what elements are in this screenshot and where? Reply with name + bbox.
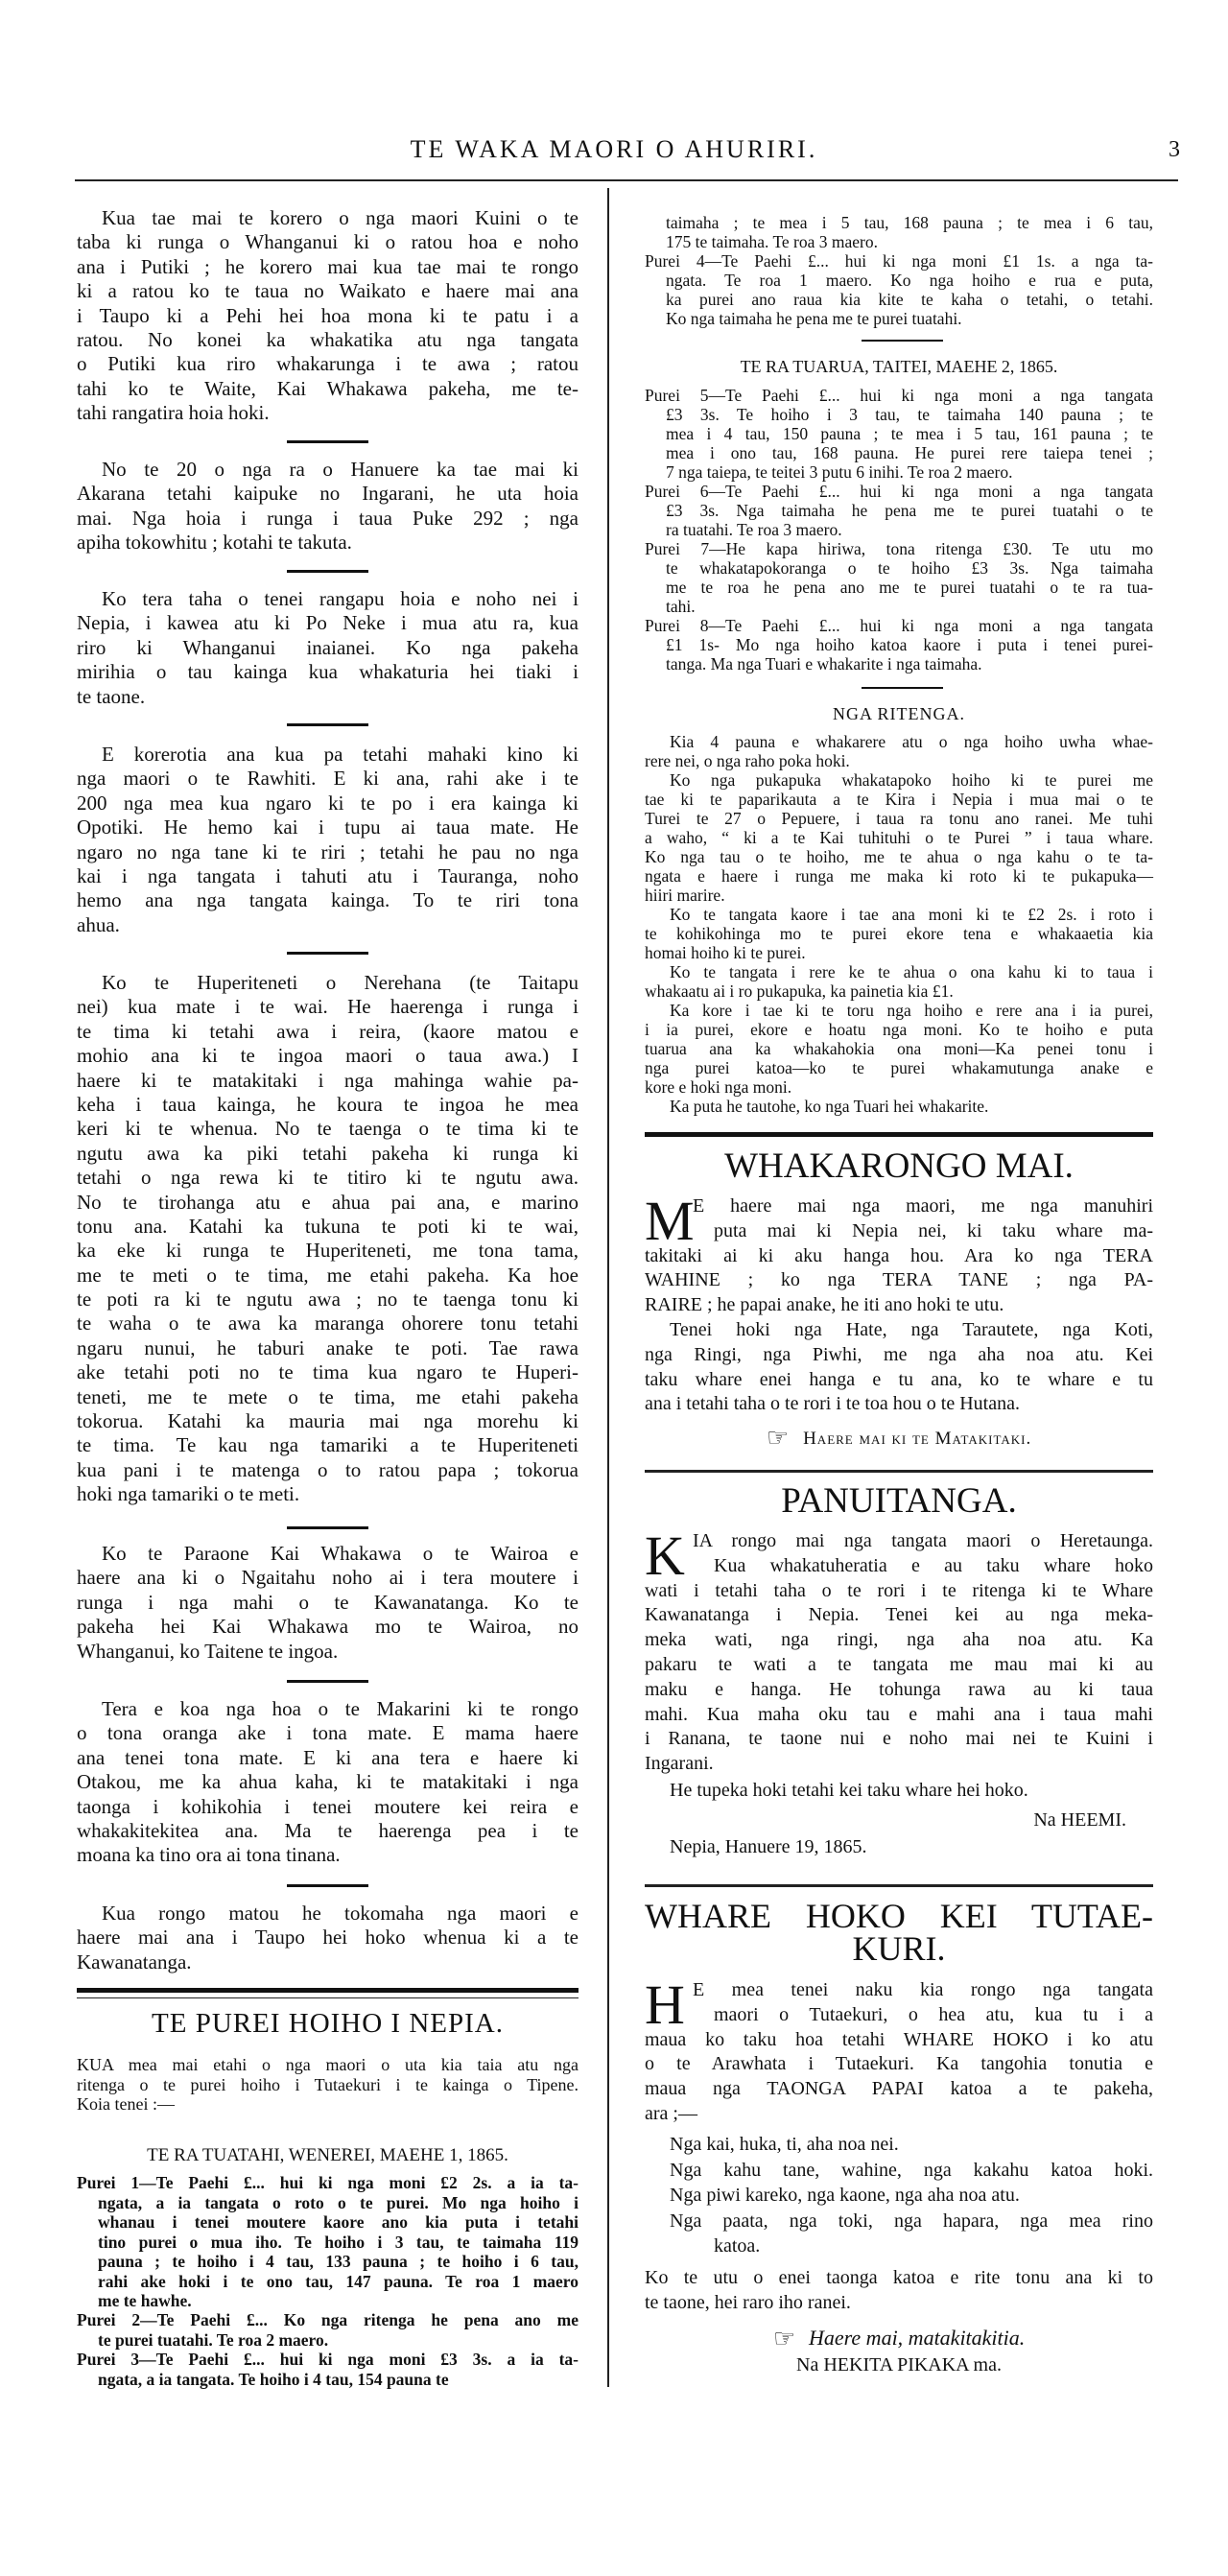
text-line: i Ranana, te taone nui e noho mai nei te Kuini i (645, 1728, 1153, 1750)
text-line: Otakou, me ka ahua kaha, ki te matakitaki i nga (77, 1770, 579, 1794)
text-line: meka wati, nga ringi, nga aha noa atu. Ka (645, 1629, 1153, 1651)
text-line: riro ki Whanganui inaianei. Ko nga pakeha (77, 635, 579, 659)
text-line: nga maori o te Rawhiti. E ki ana, rahi ake i te (77, 767, 579, 791)
ad-heading-whare-hoko (645, 1897, 1153, 1968)
text-line: haere ana ki o Ngaitahu noho ai i tera moutere i (77, 1566, 579, 1590)
text-line: maori o Tutaekuri, o hea atu, kua tu i a (714, 2003, 1153, 2025)
race-heading: TE PUREI HOIHO I NEPIA. (152, 2008, 504, 2039)
separator (862, 687, 943, 689)
text-line: Kawanatanga. (77, 1950, 192, 1973)
text-line: tetahi o nga rewa ki te titiro ki te ngutu awa. (77, 1166, 579, 1190)
text-line: a waho, “ ki a te Kai tuhituhi o te Purei ” i taua whare. (645, 828, 1153, 847)
news-paragraph-kuini (77, 206, 579, 426)
text-line: pauna ; te hoiho i 4 tau, 133 pauna ; te hoiho i 6 tau, (98, 2252, 579, 2271)
text-line: taimaha ; te mea i 5 tau, 168 pauna ; te mea i 6 tau, (666, 213, 1153, 232)
text-line: Nga paata, nga toki, nga hapara, nga mea rino (670, 2210, 1153, 2232)
separator (287, 952, 368, 955)
text-line: ana i Putiki ; he korero mai kua tae mai te rongo (77, 254, 579, 278)
text-line: Whanganui, ko Taitene te ingoa. (77, 1639, 339, 1663)
text-line: pakaru te wati a te tangata me mau mai ki au (645, 1653, 1153, 1675)
text-line: Ko te Huperiteneti o Nerehana (te Taitapu (102, 971, 579, 994)
race-entry-3-continued (645, 213, 1153, 251)
masthead-title: TE WAKA MAORI O AHURIRI. (410, 135, 818, 163)
text-line: Ko te Paraone Kai Whakawa o te Wairoa e (102, 1542, 579, 1565)
text-line: mea i ono tau, 168 pauna. He purei rere taiepa tenei ; (666, 443, 1153, 462)
text-line: te kohikohinga mo te purei ekore tena e whakaaetia kia (645, 924, 1153, 943)
text-line: keri ki te whenua. No te taenga o te tima ki te (77, 1117, 579, 1141)
text-line: hoki nga tamariki o te meti. (77, 1482, 300, 1506)
separator (287, 440, 368, 443)
text-line: me te hawhe. (98, 2291, 192, 2310)
text-line: tokorua. Katahi ka mauria mai nga morehu ki (77, 1409, 579, 1433)
ad-paragraph (645, 1318, 1153, 1417)
text-line: teneti, me te mete o te tima, me etahi pakeha (77, 1384, 579, 1408)
text-line: Kua tae mai te korero o nga maori Kuini o te (102, 206, 579, 229)
heading-line: WHARE HOKO KEI TUTAE- (645, 1897, 1153, 1935)
text-line: £3 3s. Nga taimaha he pena me te purei tuatahi o te (666, 501, 1153, 520)
text-line: WAHINE ; ko nga TERA TANE ; nga PA- (645, 1269, 1153, 1291)
race-entry-8 (645, 616, 1153, 674)
separator (287, 1884, 368, 1887)
text-line: Purei 7—He kapa hiriwa, tona ritenga £30. Te utu mo (645, 539, 1153, 558)
text-line: haere mai ana i Taupo hei hoko whenua ki a te (77, 1926, 579, 1950)
text-line: ngata, a ia tangata. Te hoiho i 4 tau, 154 pauna te (98, 2369, 449, 2389)
race-entry-1 (77, 2173, 579, 2311)
text-line: homai hoiho ki te purei. (645, 943, 806, 962)
news-paragraph-mahaki (77, 743, 579, 937)
text-line: katoa. (714, 2235, 761, 2257)
text-line: o Putiki kua riro whakarunga i te awa ; ratou (77, 352, 579, 376)
race-entry-5 (645, 386, 1153, 482)
pointing-hand-icon: ☞ (772, 2325, 796, 2353)
text-line: te waha o te awa ka maranga ohorere tonu tetahi (77, 1312, 579, 1335)
text-line: E haere mai nga maori, me nga manuhiri (693, 1195, 1153, 1217)
text-line: apiha tokowhitu ; kotahi te takuta. (77, 531, 352, 555)
text-line: E mea tenei naku kia rongo nga tangata (693, 1979, 1153, 2000)
text-line: Ko nga taimaha he pena me te purei tuatahi. (666, 309, 962, 328)
text-line: maua ko taku hoa tetahi WHARE HOKO i ko atu (645, 2028, 1153, 2050)
text-line: whakaatu ai i ro pukapuka, ka painetia kia £1. (645, 981, 954, 1001)
separator (287, 723, 368, 726)
text-line: Kua rongo matou he tokomaha nga maori e (102, 1902, 579, 1925)
text-line: 200 nga mea kua ngaro ki te po i era kainga ki (77, 791, 579, 815)
text-line: £3 3s. Te hoiho i 3 tau, te taimaha 140 pauna ; te (666, 405, 1153, 424)
text-line: te purei tuatahi. Te roa 2 maero. (98, 2329, 329, 2350)
header-rule (75, 179, 1178, 181)
text-line: wati i tetahi taha o te rori i te ritenga ki te Whare (645, 1579, 1153, 1601)
text-line: nga Ringi, nga Piwhi, me nga aha noa atu. Kei (645, 1343, 1153, 1365)
rule-item (645, 770, 1153, 905)
text-line: o te Arawhata i Tutaekuri. Ka tangohia tonutia e (645, 2053, 1153, 2075)
text-line: tahi ko te Waite, Kai Whakawa pakeha, me te- (77, 376, 579, 400)
separator (287, 1680, 368, 1683)
text-line: ka eke ki runga te Huperiteneti, me tona tama, (77, 1239, 579, 1263)
text-line: Purei 1—Te Paehi £... hui ki nga moni £2 2s. a ia ta- (77, 2173, 579, 2192)
text-line: mai. Nga hoia i runga i taua Puke 292 ; nga (77, 506, 579, 530)
news-paragraph-paraone (77, 1542, 579, 1664)
text-line: ra tuatahi. Te roa 3 maero. (666, 520, 842, 539)
text-line: Purei 2—Te Paehi £... Ko nga ritenga he pena ano me (77, 2310, 579, 2329)
text-line: nei) kua mate i te wai. He haerenga i runga i (77, 995, 579, 1019)
text-line: ara ;— (645, 2102, 697, 2124)
race-entry-2 (77, 2310, 579, 2350)
text-line: Ko te utu o enei taonga katoa e rite tonu ana ki to (645, 2267, 1153, 2288)
rule-item (645, 962, 1153, 1001)
text-line: Ko te tangata i rere ke te ahua o ona kahu ki to taua i (670, 962, 1153, 981)
section-rule (645, 1470, 1153, 1473)
text-line: hemo ana nga tangata kainga. To te riri tona (77, 888, 579, 912)
text-line: ratou. No konei ka whakatika atu nga tangata (77, 327, 579, 351)
text-line: maku e hanga. He tohunga rawa au ki taua (645, 1678, 1153, 1700)
text-line: me te meti o te tima, me etahi pakeha. Ka hoe (77, 1263, 579, 1287)
text-line: whanau i tenei moutere kaore ano kia puta i tetahi (98, 2212, 579, 2232)
text-line: mohio ana ki te ingoa maori o taua awa.) I (77, 1044, 579, 1068)
section-rule (645, 1884, 1153, 1887)
text-line: taba ki runga o Whanganui ki o ratou hoa e noho (77, 230, 579, 254)
drop-cap: K (645, 1524, 685, 1587)
text-line: ngutu awa ka piki tetahi pakeha ki runga ki (77, 1141, 579, 1165)
separator (287, 570, 368, 573)
text-line: te taone, hei raro iho ranei. (645, 2291, 851, 2313)
text-line: hiiri marire. (645, 886, 725, 905)
text-line: Purei 4—Te Paehi £... hui ki nga moni £1 1s. a nga ta- (645, 251, 1153, 271)
news-paragraph-hoia (77, 587, 579, 709)
race-intro (77, 2055, 579, 2115)
text-line: ngata. Te roa 1 maero. Ko nga hoiho e rua e puta, (666, 271, 1153, 290)
text-line: RAIRE ; he papai anake, he iti ano hoki te utu. (645, 1294, 1004, 1316)
text-line: ngaro no nga tane ki te riri ; tetahi he pau no nga (77, 839, 579, 863)
text-line: nga purei katoa—ko te purei whakamutunga anake e (645, 1058, 1153, 1077)
text-line: Koia tenei :— (77, 2094, 175, 2114)
text-line: ngaru nunui, he taburi anake te poti. Tae rawa (77, 1335, 579, 1359)
text-line: runga i nga mahi o te Kawanatanga. Ko te (77, 1590, 579, 1614)
text-line: kua pani i te matenga o to ratou papa ; tokorua (77, 1457, 579, 1481)
ad-heading-whakarongo: WHAKARONGO MAI. (724, 1146, 1074, 1186)
text-line: i Taupo ki a Pehi hei hoa mona ki te patu i a (77, 303, 579, 327)
text-line: £1 1s- Mo nga hoiho katoa kaore i puta i tenei purei- (666, 635, 1153, 654)
text-line: mirihia o tau kainga kua whakaturia hei tiaki i (77, 660, 579, 684)
drop-cap: H (645, 1973, 685, 2036)
ad-heading-panuitanga: PANUITANGA. (781, 1481, 1017, 1521)
text-line: Ko nga pukapuka whakatapoko hoiho ki te purei me (670, 770, 1153, 790)
rules-list (645, 732, 1153, 1116)
ad-footer-whare-hoko (645, 2325, 1153, 2353)
race-day1-heading: TE RA TUATAHI, WENEREI, MAEHE 1, 1865. (147, 2145, 508, 2165)
ad-paragraph (645, 1524, 1153, 1777)
text-line: me te roa he pena ano me te purei tuatahi o te ra tua- (666, 578, 1153, 597)
text-line: taku whare enei hanga e tu ana, ko te whare e tu (645, 1368, 1153, 1390)
text-line: keha i taua kainga, he koura te ingoa he mea (77, 1092, 579, 1116)
separator (287, 1526, 368, 1529)
race-entry-6 (645, 482, 1153, 539)
text-line: te poti ra ki te ngutu awa ; no te taenga tonu ki (77, 1288, 579, 1312)
separator (862, 340, 943, 342)
text-line: moana ka tino ora ai tona tinana. (77, 1843, 341, 1867)
text-line: rere nei, o nga raho poka hoki. (645, 751, 850, 770)
text-line: tonu ana. Katahi ka tukuna te poti ki te wai, (77, 1214, 579, 1238)
rule-item (645, 1097, 1153, 1116)
text-line: tino purei o mua iho. Te hoiho i 3 tau, te taimaha 119 (98, 2232, 579, 2252)
section-rule (77, 1988, 579, 1993)
race-entry-3 (77, 2350, 579, 2389)
text-line: 175 te taimaha. Te roa 3 maero. (666, 232, 879, 251)
text-line: Purei 5—Te Paehi £... hui ki nga moni a nga tangata (645, 386, 1153, 405)
rule-item (645, 1001, 1153, 1097)
text-line: maua nga TAONGA PAPAI katoa a te pakeha, (645, 2078, 1153, 2100)
ad-body-panuitanga (645, 1524, 1153, 1777)
text-line: whakakitekitea ana. Ma te haerenga pea i te (77, 1818, 579, 1842)
news-paragraph-huperiteneti (77, 971, 579, 1507)
text-line: Purei 3—Te Paehi £... hui ki nga moni £3 3s. a ia ta- (77, 2350, 579, 2369)
ad-body-whare-hoko (645, 1973, 1153, 2127)
news-paragraph-taupo (77, 1902, 579, 1974)
text-line: o tona oranga ake i tona mate. E mama haere (77, 1721, 579, 1745)
text-line: ana i tetahi taha o te rori i te toa hou o te Hutana. (645, 1393, 1020, 1415)
text-line: Tenei hoki nga Hate, nga Tarautete, nga Koti, (670, 1319, 1153, 1340)
race-day2-heading: TE RA TUARUA, TAITEI, MAEHE 2, 1865. (740, 357, 1058, 376)
text-line: Ko nga tau o te hoiho, me te ahua o nga kahu o te ta- (645, 847, 1153, 866)
text-line: mea i 4 tau, 150 pauna ; te mea i 5 tau, 161 pauna ; te (666, 424, 1153, 443)
rules-heading: NGA RITENGA. (833, 704, 965, 723)
text-line: Akarana tetahi kaipuke no Ingarani, he uta hoia (77, 482, 579, 506)
text-line: KUA mea mai etahi o nga maori o uta kia taia atu nga (77, 2055, 579, 2074)
news-paragraph-kaipuke (77, 458, 579, 555)
text-line: 7 nga taiepa, te teitei 3 putu 6 inihi. Te roa 2 maero. (666, 462, 1013, 482)
text-line: haere ki te matakitaki i nga mahinga wahie pa- (77, 1068, 579, 1092)
text-line: Opotiki. He hemo kai i tupu ai taua mate. He (77, 815, 579, 839)
text-line: Nepia, i kawea atu ki Po Neke i mua atu ra, kua (77, 611, 579, 635)
text-line: Tera e koa nga hoa o te Makarini ki te rongo (102, 1697, 579, 1720)
ad-signature: Na HEKITA PIKAKA ma. (796, 2354, 1002, 2375)
text-line: ka purei ano raua kia kite te kaha o tetahi, o tetahi. (666, 290, 1153, 309)
text-line: pakeha hei Kai Whakawa mo te Wairoa, no (77, 1615, 579, 1639)
pointing-hand-icon: ☞ (766, 1424, 791, 1453)
text-line: Nga kahu tane, wahine, nga kakahu katoa hoki. (670, 2159, 1153, 2181)
ad-paragraph (645, 1190, 1153, 1318)
text-line: ki a ratou ko te taua no Waikato e haere mai ana (77, 279, 579, 303)
page-number: 3 (1169, 137, 1180, 162)
text-line: Purei 8—Te Paehi £... hui ki nga moni a nga tangata (645, 616, 1153, 635)
text-line: tahi. (666, 597, 696, 616)
ad-dateline: Nepia, Hanuere 19, 1865. (670, 1836, 867, 1857)
text-line: kai i nga tangata i tahuti atu i Tauranga, noho (77, 863, 579, 887)
text-line: ana tenei tona mate. E ki ana tera e haere ki (77, 1745, 579, 1769)
ad-footer-text: Haere mai ki te Matakitaki. (803, 1429, 1032, 1449)
text-line: taonga i kohikohia i tenei moutere kei reira e (77, 1794, 579, 1818)
text-line: Turei te 27 o Pepuere, i taua ra tonu ano ranei. Me tuhi (645, 809, 1153, 828)
text-line: Kawanatanga i Nepia. Tenei kei au nga meka- (645, 1604, 1153, 1626)
rule-item (645, 905, 1153, 962)
text-line: te tima. Te kau nga tamariki a te Huperiteneti (77, 1433, 579, 1457)
text-line: E korerotia ana kua pa tetahi mahaki kino ki (102, 743, 579, 766)
text-line: te whakatapokoranga o te hoiho £3 3s. Nga taimaha (666, 558, 1153, 578)
text-line: IA rongo mai nga tangata maori o Heretaunga. (693, 1530, 1153, 1551)
text-line: ngata e haere i runga me maka ki roto ki te pukapuka— (645, 866, 1153, 886)
text-line: ahua. (77, 912, 120, 936)
rule-item (645, 732, 1153, 770)
news-paragraph-makarini (77, 1697, 579, 1868)
heading-line: KURI. (852, 1929, 946, 1968)
text-line: tahi rangatira hoia hoki. (77, 401, 270, 425)
ad-tobacco-note: He tupeka hoki tetahi kei taku whare hei hoko. (670, 1780, 1028, 1801)
ad-paragraph (645, 2266, 1153, 2316)
ad-signature: Na HEEMI. (1033, 1809, 1126, 1831)
text-line: tae ki te paparikauta a te Kira i Nepia i mua mai o te (645, 790, 1153, 809)
text-line: No te 20 o nga ra o Hanuere ka tae mai ki (102, 458, 579, 481)
text-line: Ko tera taha o tenei rangapu hoia e noho nei i (102, 587, 579, 610)
text-line: te tima ki tetahi awa i reira, (kaore matou e (77, 1019, 579, 1043)
section-rule-thin (77, 1997, 579, 1998)
text-line: No te tirohanga atu e ahua pai ana, e marino (77, 1190, 579, 1214)
drop-cap: M (645, 1190, 695, 1252)
text-line: ritenga o te purei hoiho i Tutaekuri i te kainga o Tipene. (77, 2074, 579, 2094)
ad-footer-whakarongo (645, 1424, 1153, 1453)
section-rule (645, 1132, 1153, 1137)
goods-list (645, 2132, 1153, 2259)
text-line: tuarua ana ka whakahokia ona moni—Ka penei tonu i (645, 1039, 1153, 1058)
race-entry-7 (645, 539, 1153, 616)
text-line: Purei 6—Te Paehi £... hui ki nga moni a nga tangata (645, 482, 1153, 501)
text-line: ngata, a ia tangata o roto o te purei. Mo nga hoiho i (98, 2192, 579, 2212)
text-line: kore e hoki nga moni. (645, 1077, 792, 1097)
text-line: Kia 4 pauna e whakarere atu o nga hoiho uwha whae- (670, 732, 1153, 751)
column-divider (607, 188, 609, 2387)
text-line: mahi. Kua maha oku tau e mahi ana i taua mahi (645, 1703, 1153, 1725)
ad-body-whakarongo (645, 1190, 1153, 1318)
text-line: puta mai ki Nepia nei, ki taku whare ma- (714, 1219, 1153, 1241)
text-line: tanga. Ma nga Tuari e whakarite i nga taimaha. (666, 654, 982, 674)
text-line: rahi ake hoki i te ono tau, 147 pauna. Te roa 1 maero (98, 2271, 579, 2291)
text-line: Ko te tangata kaore i tae ana moni ki te £2 2s. i roto i (670, 905, 1153, 924)
text-line: i ia purei, ekore e hoatu nga moni. Ko te hoiho e puta (645, 1020, 1153, 1039)
text-line: Ka puta he tautohe, ko nga Tuari hei whakarite. (670, 1097, 989, 1116)
race-entry-4 (645, 251, 1153, 328)
text-line: Kua whakatuheratia e au taku whare hoko (714, 1554, 1153, 1576)
text-line: takitaki ai ki aku hanga hou. Ara ko nga TERA (645, 1244, 1153, 1266)
text-line: Ka kore i tae ki te toru nga hoiho e rere ana i ia purei, (670, 1001, 1153, 1020)
text-line: ake tetahi poti no te tima kua ngaro te Huperi- (77, 1360, 579, 1384)
text-line: te taone. (77, 684, 146, 708)
ad-footer-text: Haere mai, matakitakitia. (809, 2326, 1026, 2350)
text-line: Nga piwi kareko, nga kaone, nga aha noa atu. (670, 2185, 1020, 2206)
text-line: Nga kai, huka, ti, aha noa nei. (670, 2134, 899, 2155)
text-line: Ingarani. (645, 1753, 714, 1775)
ad-paragraph (645, 1973, 1153, 2127)
